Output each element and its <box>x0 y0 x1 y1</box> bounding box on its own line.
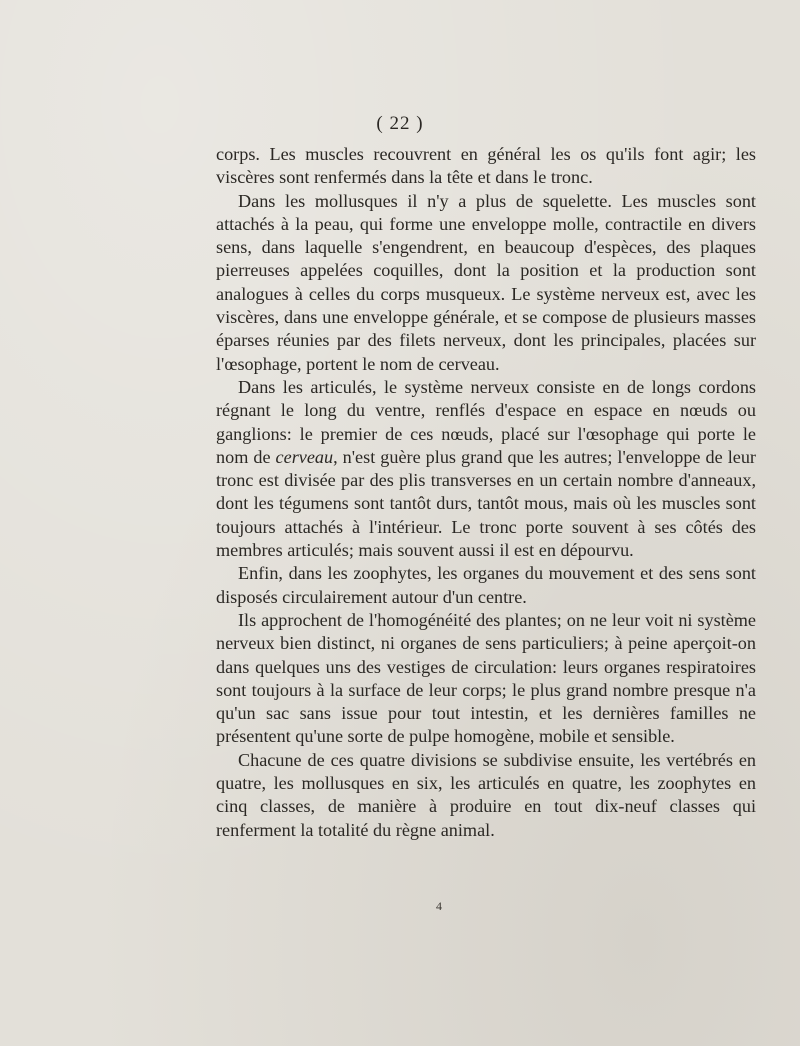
paragraph-text: Chacune de ces quatre divisions se subdivise ensuite, les vertébrés en quatre, les mollusques en six, les articulés en quatre, les zoophytes en cinq classes, de manière à produire en tout dix-neuf classes qui renferment la totalité du règne animal. <box>216 749 756 840</box>
paragraph <box>216 143 756 190</box>
paragraph-text: Dans les mollusques il n'y a plus de squelette. Les muscles sont attachés à la peau, qui forme une enveloppe molle, contractile en divers sens, dans laquelle s'engendrent, en beaucoup d'espèces, des plaques pierreuses appelées coquilles, dont la position et la production sont analogues à celles du corps musqueux. Le système nerveux est, avec les viscères, dans une enveloppe générale, et se compose de plusieurs masses éparses réunies par des filets nerveux, dont les principales, placées sur l'œsophage, portent le nom de cerveau. <box>216 190 756 374</box>
paragraph <box>216 749 756 842</box>
paragraph <box>216 376 756 562</box>
paragraph <box>216 190 756 376</box>
paragraph-text: corps. Les muscles recouvrent en général les os qu'ils font agir; les viscères sont renfermés dans la tête et dans le tronc. <box>216 144 756 188</box>
page-number: ( 22 ) <box>376 113 424 134</box>
paragraph-text: Enfin, dans les zoophytes, les organes du mouvement et des sens sont disposés circulairement autour d'un centre. <box>216 563 756 607</box>
paragraph <box>216 562 756 609</box>
paragraph-text: Ils approchent de l'homogénéité des plantes; on ne leur voit ni système nerveux bien distinct, ni organes de sens particuliers; à peine aperçoit-on dans quelques uns des vestiges de circulation: leurs organes respiratoires sont toujours à la surface de leur corps; le plus grand nombre presque n'a qu'un sac sans issue pour tout intestin, et les dernières familles ne présentent qu'une sorte de pulpe homogène, mobile et sensible. <box>216 609 756 747</box>
paragraph-text: , n'est guère plus grand que les autres; l'enveloppe de leur tronc est divisée par des plis transverses en un certain nombre d'anneaux, dont les tégumens sont tantôt durs, tantôt mous, mais où les muscles sont toujours attachés à l'intérieur. Le tronc porte souvent à ses côtés des membres articulés; mais souvent aussi il est en dépourvu. <box>216 446 756 561</box>
paragraph-text: Dans les articulés, le système nerveux consiste en de longs cordons régnant le long du ventre, renflés d'espace en espace en nœuds ou ganglions: le premier de ces nœuds, placé sur l'œsophage qui porte le nom de <box>216 376 756 467</box>
paragraph <box>216 609 756 749</box>
signature-mark: 4 <box>436 899 442 913</box>
body-text <box>216 143 756 842</box>
italic-term: cerveau <box>275 446 334 467</box>
